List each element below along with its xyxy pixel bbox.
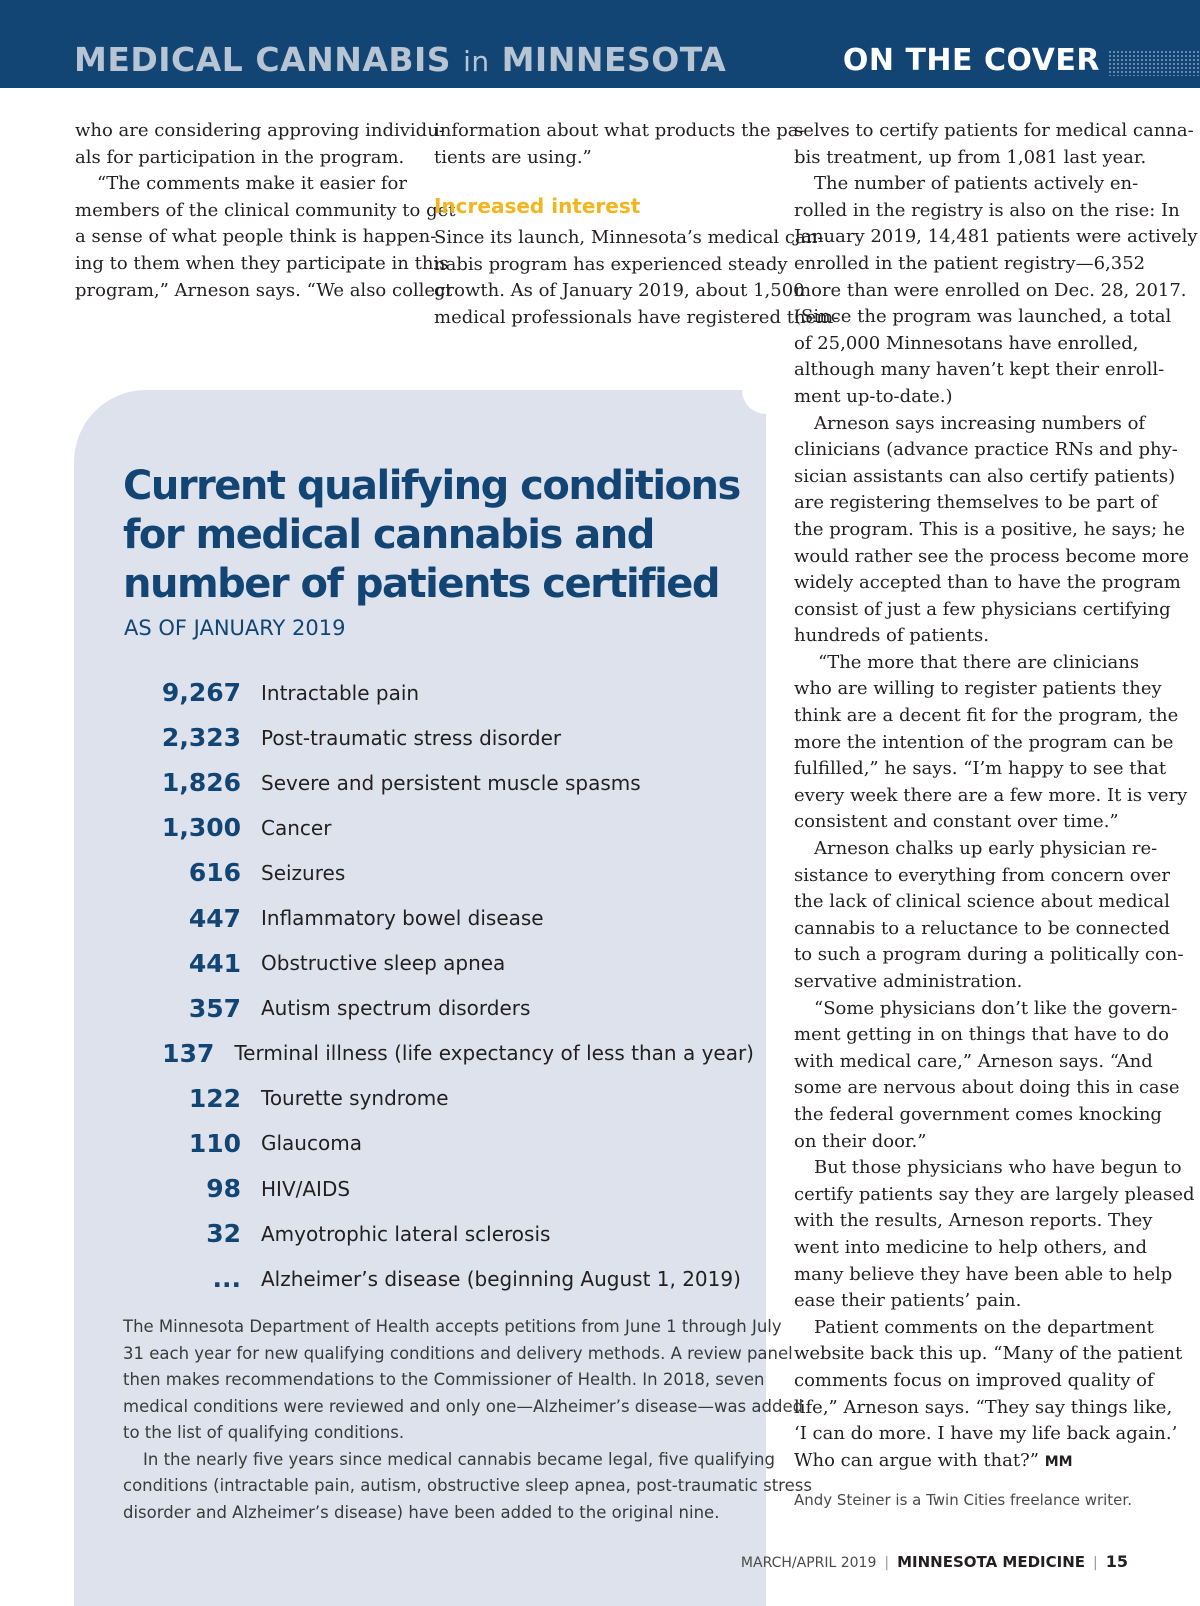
text-line: bis treatment, up from 1,081 last year. [794,146,1147,168]
text-line: who are considering approving individu- [75,120,445,141]
note-line: to the list of qualifying conditions. [123,1423,405,1442]
text-line: on their door.” [794,1130,927,1152]
note-line: disorder and Alzheimer’s disease) have been added to the original nine. [123,1502,720,1522]
condition-label: Terminal illness (life expectancy of less than a year) [234,1041,754,1066]
text-line: ment up-to-date.) [794,385,953,407]
condition-label: Amyotrophic lateral sclerosis [261,1221,551,1246]
article-column-1 [75,118,456,304]
condition-count: 441 [188,948,241,978]
condition-row [114,941,754,986]
sidebar-title-line: Current qualifying conditions [123,463,740,509]
text-line: Since its launch, Minnesota’s medical can- [434,227,824,249]
condition-count: 1,300 [161,813,241,843]
text-line: tients are using.” [434,146,592,168]
condition-row [114,1076,754,1121]
text-line: went into medicine to help others, and [794,1236,1148,1258]
condition-label: Seizures [261,860,346,885]
text-line: medical professionals have registered them- [434,306,840,328]
text-line: servative administration. [794,971,1023,992]
condition-label: Cancer [261,815,332,840]
section-title-part1: MEDICAL CANNABIS [74,40,452,79]
note-line: 31 each year for new qualifying conditions and delivery methods. A review panel [123,1343,793,1363]
author-byline: Andy Steiner is a Twin Cities freelance writer. [794,1491,1132,1510]
condition-count: 9,267 [161,678,241,708]
text-line: ease their patients’ pain. [794,1290,1022,1312]
text-line-final [794,1448,1134,1476]
text-line: consistent and constant over time.” [794,811,1119,833]
text-line: members of the clinical community to get [75,199,456,221]
section-title-part2: MINNESOTA [501,40,727,79]
text-line: selves to certify patients for medical canna- [794,120,1194,141]
sidebar-note [123,1314,812,1526]
text-line: nabis program has experienced steady [434,253,788,275]
text-line: the lack of clinical science about medical [794,891,1170,913]
article-column-2 [434,118,840,332]
text-line: program,” Arneson says. “We also collect [75,279,453,301]
condition-row [114,895,754,940]
text-line: rolled in the registry is also on the rise: In [794,199,1180,221]
text-line: some are nervous about doing this in case [794,1077,1180,1099]
condition-row [114,1166,754,1211]
condition-row [114,670,754,715]
text-line: sistance to everything from concern over [794,864,1171,886]
text-line: consist of just a few physicians certifying [794,598,1171,620]
subhead-increased-interest: Increased interest [434,194,641,219]
text-line: a sense of what people think is happen- [75,226,437,248]
text-line: website back this up. “Many of the patient [794,1343,1183,1365]
condition-row [114,986,754,1031]
condition-count: 122 [188,1083,241,1113]
text-line: “The more that there are clinicians [818,651,1140,673]
condition-label: Post-traumatic stress disorder [261,725,562,750]
text-line: every week there are a few more. It is very [794,784,1188,806]
condition-label: Alzheimer’s disease (beginning August 1, 2019) [261,1266,741,1291]
condition-count: ... [212,1264,241,1294]
condition-count: 110 [188,1128,241,1158]
text-line: enrolled in the patient registry—6,352 [794,252,1146,274]
text-line: growth. As of January 2019, about 1,500 [434,280,805,302]
text-line: “The comments make it easier for [97,173,407,195]
condition-label: Tourette syndrome [261,1086,449,1111]
text-line: ment getting in on things that have to do [794,1024,1169,1046]
text-line: (Since the program was launched, a total [794,306,1172,328]
text-line: “Some physicians don’t like the govern- [814,997,1178,1019]
text-line: would rather see the process become more [794,545,1190,567]
text-line: widely accepted than to have the program [794,572,1181,594]
condition-row [114,1256,754,1301]
text-line: to such a program during a politically con- [794,944,1184,966]
note-line: The Minnesota Department of Health accepts petitions from June 1 through July [123,1317,782,1336]
condition-label: HIV/AIDS [261,1176,351,1201]
footer-separator: | [884,1555,890,1571]
text-line: certify patients say they are largely pleased [794,1183,1195,1205]
end-mark: MM [1044,1453,1073,1470]
sidebar-title-line: for medical cannabis and [123,512,654,558]
condition-label: Autism spectrum disorders [261,996,531,1021]
condition-label: Obstructive sleep apnea [261,951,506,976]
section-tag: ON THE COVER [842,43,1100,78]
note-line: conditions (intractable pain, autism, obstructive sleep apnea, post-traumatic stress [123,1476,812,1495]
text-line: life,” Arneson says. “They say things like, [794,1396,1173,1418]
sidebar-title-line: number of patients certified [123,561,720,607]
condition-count: 32 [206,1219,241,1249]
text-line: sician assistants can also certify patients) [794,465,1176,487]
text-line: clinicians (advance practice RNs and phy- [794,439,1178,461]
footer-separator: | [1093,1555,1098,1571]
text-line: the federal government comes knocking [794,1103,1162,1125]
condition-row [114,1121,754,1166]
issue-date: MARCH/APRIL 2019 [740,1555,877,1571]
condition-label: Severe and persistent muscle spasms [261,770,641,795]
text-line: are registering themselves to be part of [794,492,1158,514]
text-line: But those physicians who have begun to [814,1157,1182,1179]
condition-row [114,850,754,895]
text-line: fulfilled,” he says. “I’m happy to see that [794,758,1167,780]
text-line: who are willing to register patients they [794,678,1162,700]
sidebar-subtitle: AS OF JANUARY 2019 [124,616,346,640]
page-footer [741,1552,1128,1571]
condition-row [114,715,754,760]
condition-row [114,1211,754,1256]
text-line: many believe they have been able to help [794,1263,1173,1285]
condition-row [114,1031,754,1076]
note-line: In the nearly five years since medical cannabis became legal, five qualifying [143,1449,775,1469]
text-line: with medical care,” Arneson says. “And [794,1050,1153,1072]
conditions-list [114,670,754,1301]
text-line: The number of patients actively en- [814,173,1139,195]
text-line: als for participation in the program. [75,146,405,168]
condition-label: Inflammatory bowel disease [261,906,544,931]
text-line: of 25,000 Minnesotans have enrolled, [794,332,1139,354]
text-line: the program. This is a positive, he says; he [794,518,1185,540]
text-line: hundreds of patients. [794,625,989,647]
note-line: then makes recommendations to the Commissioner of Health. In 2018, seven [123,1370,765,1389]
text-line: January 2019, 14,481 patients were actively [794,226,1198,248]
text-line: with the results, Arneson reports. They [794,1210,1153,1232]
text-line: ‘I can do more. I have my life back again.’ [794,1423,1178,1445]
section-title-in: in [463,45,490,78]
text-line: more the intention of the program can be [794,731,1174,753]
condition-count: 447 [188,903,241,933]
dot-pattern-decoration [1108,50,1200,76]
condition-label: Glaucoma [261,1131,362,1156]
text-line: although many haven’t kept their enroll- [794,359,1165,381]
note-line: medical conditions were reviewed and only one—Alzheimer’s disease—was added [123,1396,804,1416]
sidebar-title [123,462,743,609]
condition-count: 137 [162,1038,215,1068]
condition-count: 98 [206,1174,241,1204]
text-line: ing to them when they participate in this [75,252,449,274]
condition-count: 1,826 [161,768,241,798]
condition-label: Intractable pain [261,680,420,705]
text-line: Arneson chalks up early physician re- [814,838,1158,860]
text-line: information about what products the pa- [434,120,805,141]
condition-count: 616 [188,858,241,888]
condition-count: 357 [188,993,241,1023]
section-title [74,40,726,79]
condition-count: 2,323 [161,723,241,753]
magazine-name: MINNESOTA MEDICINE [897,1553,1086,1571]
condition-row [114,760,754,805]
text-line: Patient comments on the department [814,1316,1154,1338]
condition-row [114,805,754,850]
text-line: cannabis to a reluctance to be connected [794,917,1170,939]
text-line: think are a decent fit for the program, the [794,705,1179,727]
text-line: more than were enrolled on Dec. 28, 2017. [794,279,1187,301]
page-header [0,0,1200,88]
article-column-3 [794,118,1198,1514]
text-line: comments focus on improved quality of [794,1369,1154,1391]
text-line: Arneson says increasing numbers of [814,412,1146,434]
final-quote: Who can argue with that?” [794,1449,1039,1471]
page-number: 15 [1105,1552,1128,1571]
